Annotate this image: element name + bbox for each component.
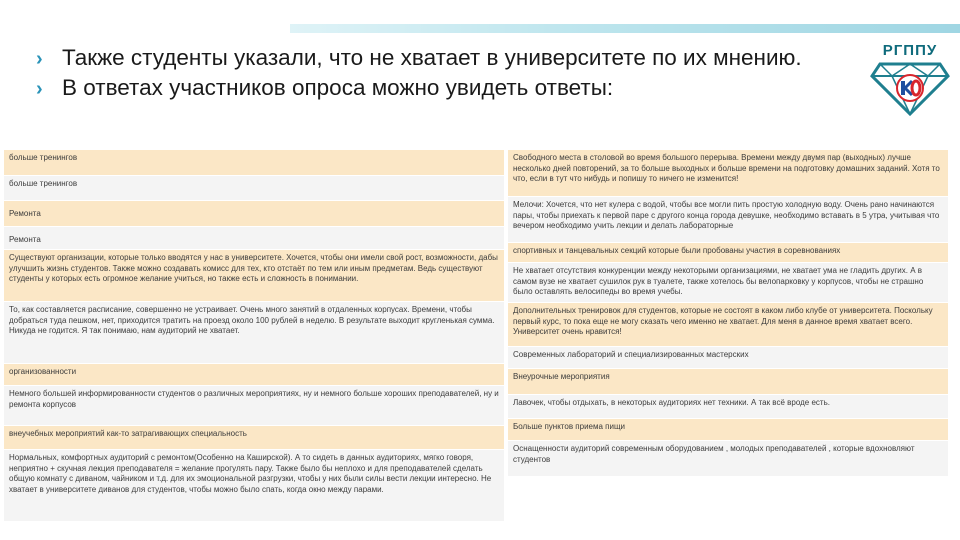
bullet-list [34, 44, 864, 104]
answer-row: Свободного места в столовой во время большого перерыва. Времени между двумя пар (выходных) лучше несколько дней повторений, за то больше выходных и больше времени на подготовку домашних заданий. Хотя то что, если в тут что нибудь и попишу то ничего не изменится! [508, 150, 948, 196]
answer-row: больше тренингов [4, 175, 504, 200]
answer-row: Мелочи: Хочется, что нет кулера с водой, чтобы все могли пить простую холодную воду. Очень рано начинаются пары, чтобы приехать к первой паре с другого конца города девушке, необходимо вставать в 5 утра, учитывая что вечером необходимо учить лекции и делать лабораторные [508, 196, 948, 242]
diamond-emblem-icon [868, 60, 952, 116]
answer-row: Ремонта [4, 200, 504, 226]
university-logo [868, 42, 952, 116]
answer-row: спортивных и танцевальных секций которые были пробованы участия в соревнованиях [508, 242, 948, 262]
answer-row: организованности [4, 363, 504, 385]
answer-row: Дополнительных тренировок для студентов, которые не состоят в каком либо клубе от университета. Поскольку первый курс, то пока еще не могу сказать чего именно не хватает. Для меня в данное время хватает всего. Университет очень нравится! [508, 302, 948, 346]
answer-row: Лавочек, чтобы отдыхать, в некоторых аудиториях нет техники. А так всё вроде есть. [508, 394, 948, 418]
logo-text: РГППУ [882, 42, 938, 59]
answer-row: больше тренингов [4, 150, 504, 175]
chevron-right-icon: › [36, 78, 43, 100]
bullet-text: Также студенты указали, что не хватает в университете по их мнению. [62, 45, 802, 70]
answer-row: Современных лабораторий и специализированных мастерских [508, 346, 948, 368]
answer-row: Внеурочные мероприятия [508, 368, 948, 394]
top-accent-bar [290, 24, 960, 33]
chevron-right-icon: › [36, 48, 43, 70]
right-answers-column [508, 150, 948, 476]
answer-row: Нормальных, комфортных аудиторий с ремонтом(Особенно на Каширской). А то сидеть в данных аудиториях, мягко говоря, неприятно + скучная лекция преподавателя = желание прогулять пару. Также было бы неплохо и для преподавателей сделать общую комнату с диваном, чайником и т.д. для их эмоциональной разгрузки, чтобы у них были силы вести лекции интересно. Не хватает в университете диванов для студентов, чтобы можно было спать, когда окно между парами. [4, 449, 504, 521]
answer-row: Не хватает отсутствия конкуренции между некоторыми организациями, не хватает ума не гладить других. А в самом вузе не хватает сушилок рук в туалете, также хотелось бы велопарковку у корпусов, чтобы не страшно было оставлять велосипеды во время учебы. [508, 262, 948, 302]
bullet-text: В ответах участников опроса можно увидеть ответы: [62, 75, 614, 100]
answer-row: Оснащенности аудиторий современным оборудованием , молодых преподавателей , которые вдохновляют студентов [508, 440, 948, 476]
bullet-item [34, 44, 864, 71]
answer-row: внеучебных мероприятий как-то затрагивающих специальность [4, 425, 504, 449]
answer-row: Немного большей информированности студентов о различных мероприятиях, ну и немного больше хороших преподавателей, ну и ремонта корпусов [4, 385, 504, 425]
left-answers-column [4, 150, 504, 521]
answer-row: Больше пунктов приема пищи [508, 418, 948, 440]
answer-row: Ремонта [4, 226, 504, 249]
answer-row: То, как составляется расписание, совершенно не устраивает. Очень много занятий в отдаленных корпусах. Времени, чтобы добраться туда пешком, нет, приходится тратить на проезд около 100 рублей в неделю. В результате выходит кругленькая сумма. Никуда не годится. Я так понимаю, нам аудиторий не хватает. [4, 301, 504, 363]
bullet-item [34, 74, 864, 101]
answer-row: Существуют организации, которые только вводятся у нас в университете. Хочется, чтобы они имели свой рост, возможности, дабы улучшить жизнь студентов. Также можно создавать комисс для тех, кто отстаёт по тем или иным предметам. Ведь существуют студенты у которых есть огромное желание учиться, но также есть и сложность в понимании. [4, 249, 504, 301]
